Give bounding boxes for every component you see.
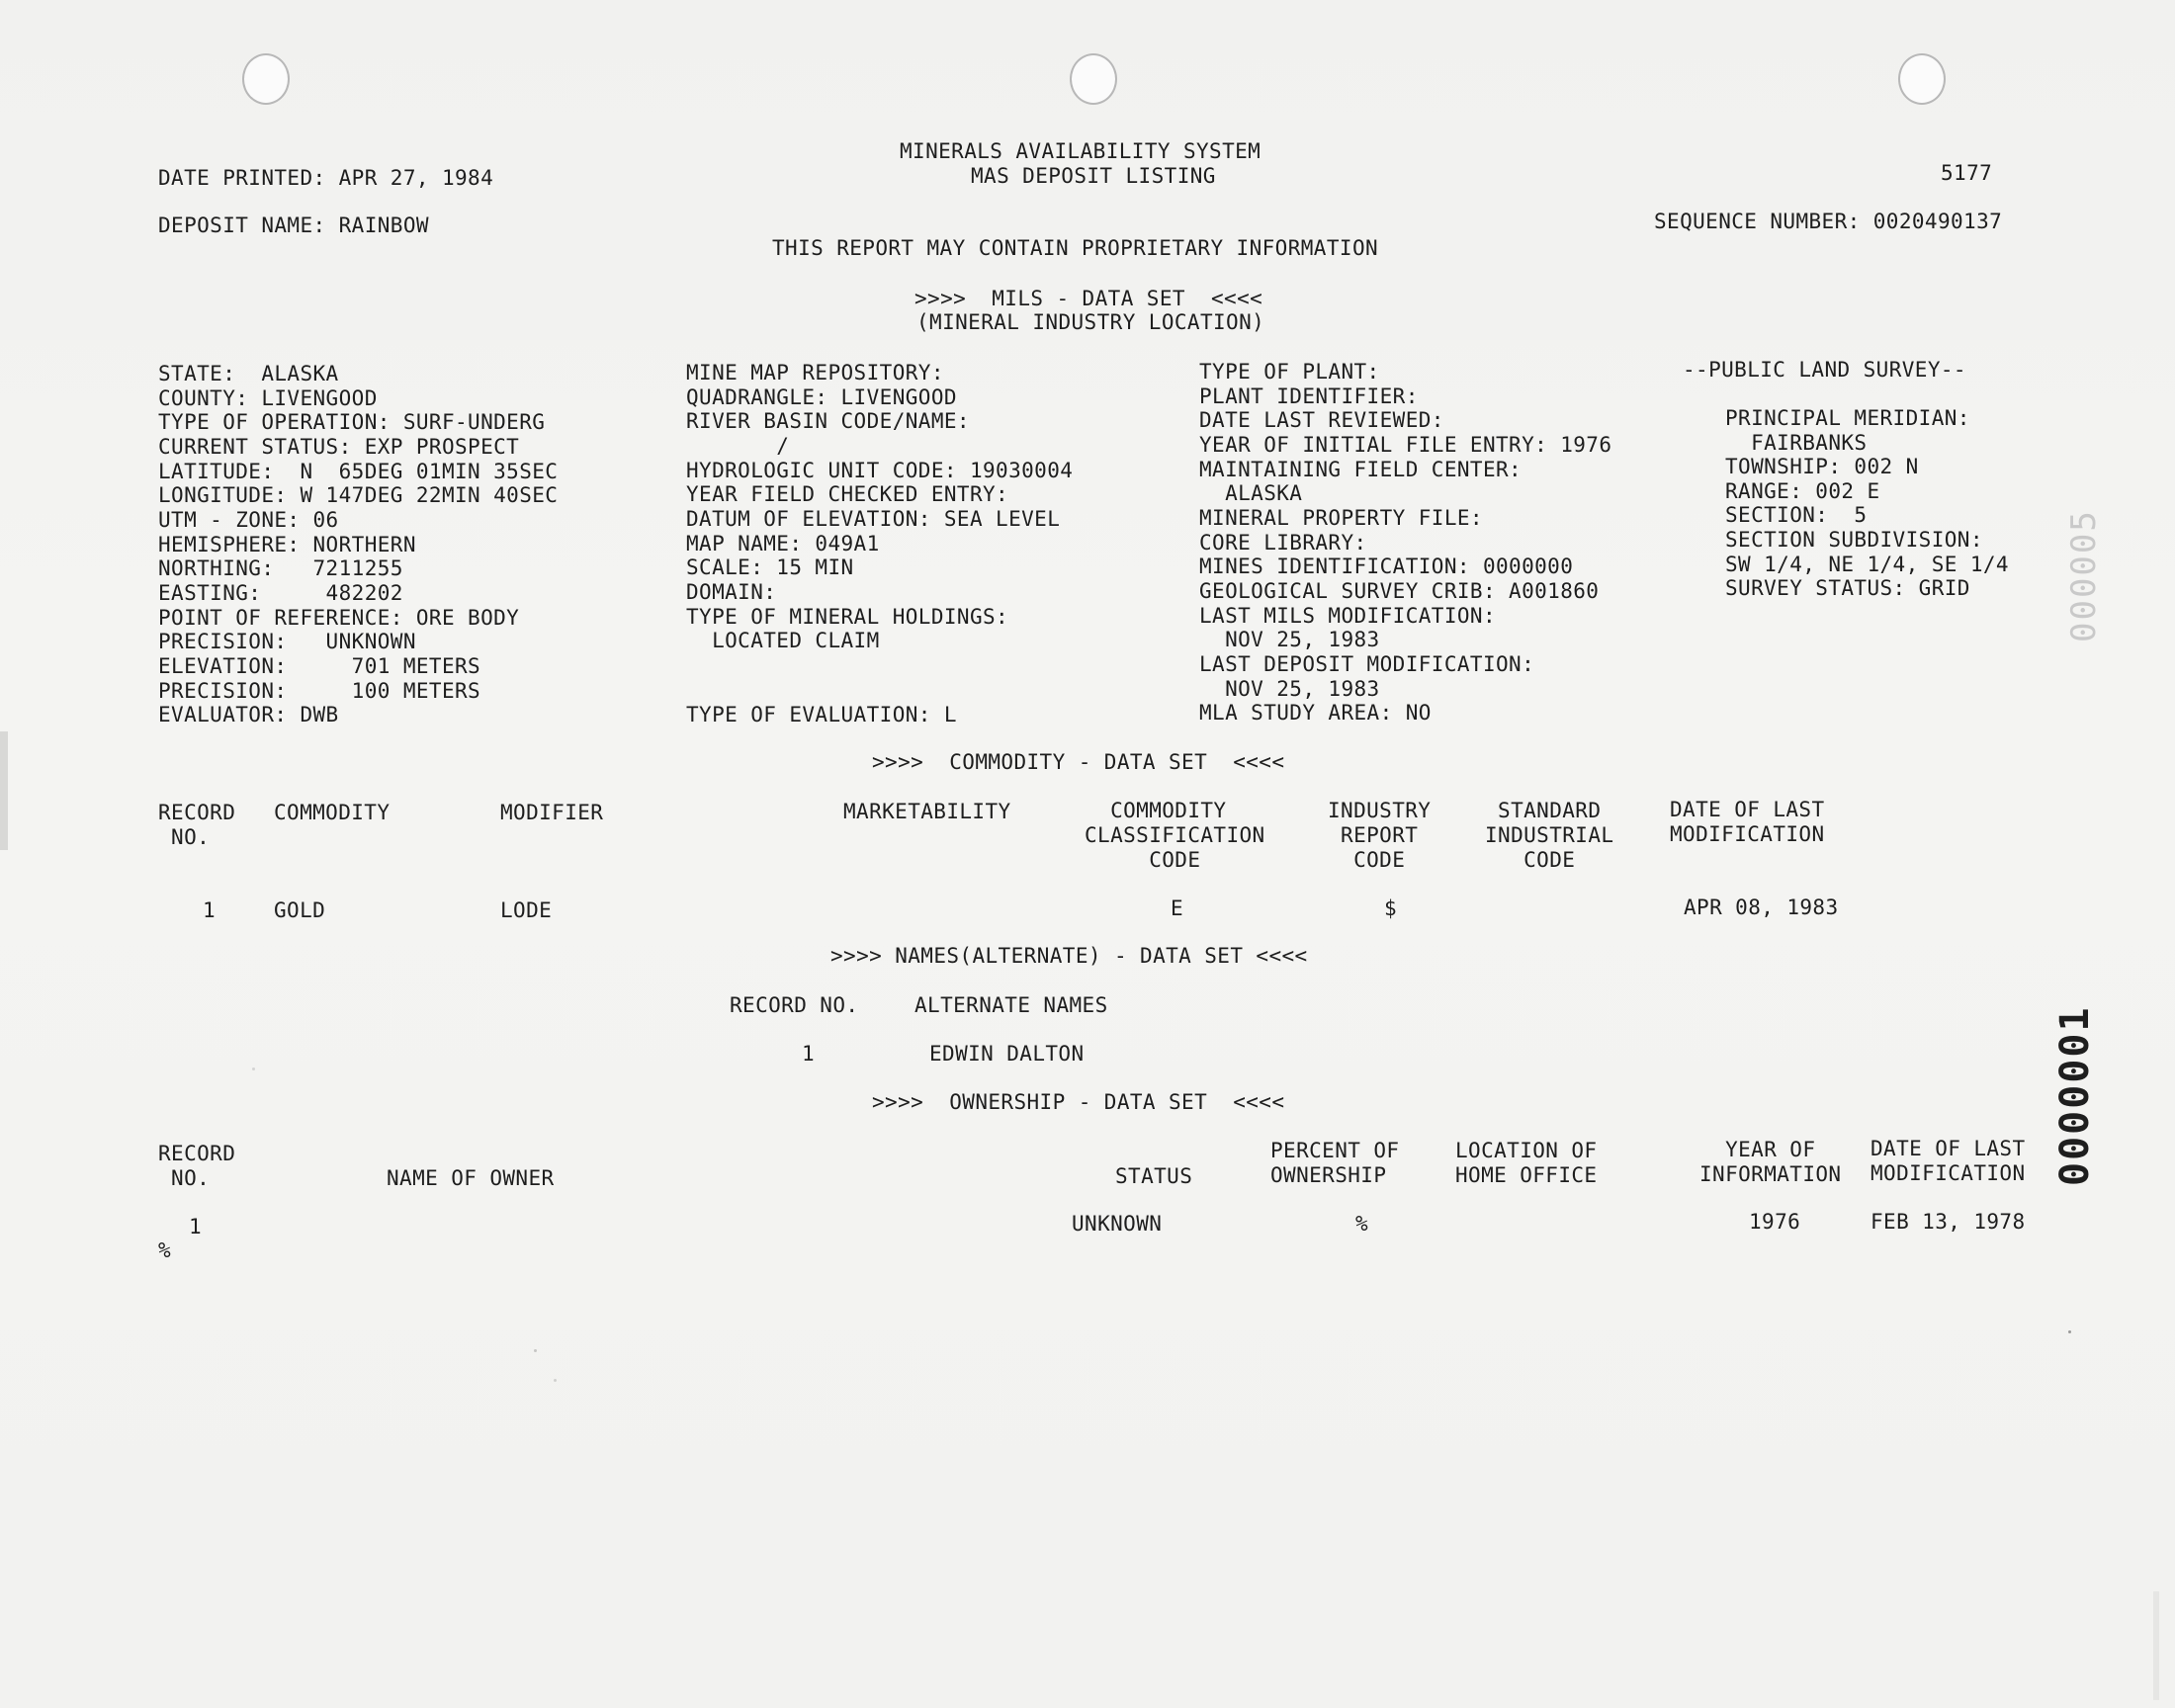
scan-edge-shadow [0, 731, 8, 850]
own-cell-status: UNKNOWN [1072, 1212, 1163, 1236]
mils-col1-line: NORTHING: 7211255 [158, 556, 403, 580]
mils-col3-line: NOV 25, 1983 [1199, 628, 1380, 651]
mils-col3-line: MINERAL PROPERTY FILE: [1199, 506, 1483, 530]
cell-industry: $ [1384, 897, 1398, 920]
mils-col1-line: LONGITUDE: W 147DEG 22MIN 40SEC [158, 483, 559, 507]
mils-col3-line: YEAR OF INITIAL FILE ENTRY: 1976 [1199, 433, 1612, 457]
own-col-location: HOME OFFICE [1455, 1163, 1598, 1187]
col-date: MODIFICATION [1670, 822, 1825, 846]
own-col-record-no: NO. [158, 1166, 211, 1190]
faint-stamp-number: 000005 [2064, 509, 2104, 642]
punch-hole-right [1898, 53, 1946, 105]
mils-col1-line: POINT OF REFERENCE: ORE BODY [158, 606, 520, 630]
mils-col3-line: MINES IDENTIFICATION: 0000000 [1199, 555, 1574, 578]
mils-col3-line: GEOLOGICAL SURVEY CRIB: A001860 [1199, 579, 1600, 603]
deposit-name: DEPOSIT NAME: RAINBOW [158, 214, 429, 237]
scan-speck [554, 1379, 557, 1382]
col-classification: CLASSIFICATION [1085, 823, 1265, 847]
plss-heading: --PUBLIC LAND SURVEY-- [1683, 358, 1966, 382]
col-record: RECORD [158, 801, 236, 824]
col-industry: REPORT [1328, 823, 1419, 847]
mils-col2-line: DATUM OF ELEVATION: SEA LEVEL [686, 507, 1061, 531]
cell-date: APR 08, 1983 [1684, 896, 1839, 919]
mils-col1-line: PRECISION: UNKNOWN [158, 630, 416, 653]
col-commodity: COMMODITY [274, 801, 391, 824]
mils-col1-line: EASTING: 482202 [158, 581, 403, 605]
cell-record: 1 [203, 898, 217, 922]
col-industry: CODE [1328, 848, 1406, 872]
cell-classification: E [1171, 897, 1184, 920]
col-date: DATE OF LAST [1670, 798, 1825, 821]
punch-hole-left [242, 53, 290, 105]
scan-edge-right [2153, 1591, 2159, 1700]
own-col-date: DATE OF LAST [1870, 1137, 2026, 1160]
scan-speck [252, 1068, 255, 1070]
plss-line: RANGE: 002 E [1725, 479, 1880, 503]
scan-speck [2068, 1330, 2071, 1333]
mils-col2-line: SCALE: 15 MIN [686, 555, 854, 579]
mils-col1-line: CURRENT STATUS: EXP PROSPECT [158, 435, 520, 459]
col-industry: INDUSTRY [1328, 799, 1432, 822]
mils-subheading: (MINERAL INDUSTRY LOCATION) [916, 310, 1265, 334]
own-col-status: STATUS [1115, 1164, 1193, 1188]
faint-bates-stamp [2064, 445, 2104, 642]
plss-line: SW 1/4, NE 1/4, SE 1/4 [1725, 553, 2009, 576]
mils-col1-line: EVALUATOR: DWB [158, 703, 339, 726]
mils-col3-line: MLA STUDY AREA: NO [1199, 701, 1432, 725]
mils-col1-line: COUNTY: LIVENGOOD [158, 386, 378, 410]
page-number: 5177 [1941, 161, 1993, 185]
own-cell-record: 1 [189, 1215, 203, 1238]
own-col-percent: PERCENT OF [1270, 1139, 1400, 1162]
own-col-record: RECORD [158, 1142, 236, 1165]
bates-stamp-number: 0000001 [2052, 1005, 2098, 1186]
mils-heading: >>>> MILS - DATA SET <<<< [914, 287, 1263, 310]
own-col-year: YEAR OF [1699, 1138, 1816, 1161]
commodity-heading: >>>> COMMODITY - DATA SET <<<< [872, 750, 1285, 774]
mils-col2-line: YEAR FIELD CHECKED ENTRY: [686, 482, 1009, 506]
plss-line: SURVEY STATUS: GRID [1725, 576, 1970, 600]
col-standard: INDUSTRIAL [1485, 823, 1614, 847]
bates-stamp [2052, 1005, 2098, 1236]
own-col-owner: NAME OF OWNER [387, 1166, 555, 1190]
own-cell-percent: % [1355, 1212, 1369, 1236]
mils-col2-line: HYDROLOGIC UNIT CODE: 19030004 [686, 459, 1074, 482]
mils-col2-line: RIVER BASIN CODE/NAME: [686, 409, 970, 433]
col-classification: CODE [1085, 848, 1201, 872]
mils-col2-line: TYPE OF MINERAL HOLDINGS: [686, 605, 1009, 629]
names-col-record: RECORD NO. [730, 993, 859, 1017]
mils-col1-line: STATE: ALASKA [158, 362, 339, 385]
mils-col1-line: ELEVATION: 701 METERS [158, 654, 481, 678]
plss-line: FAIRBANKS [1725, 431, 1868, 455]
mils-col2-line: MAP NAME: 049A1 [686, 532, 880, 555]
mils-col2-line: QUADRANGLE: LIVENGOOD [686, 385, 957, 409]
cell-commodity: GOLD [274, 898, 326, 922]
mils-col2-line: / [686, 434, 790, 458]
sequence-number: SEQUENCE NUMBER: 0020490137 [1654, 210, 2003, 233]
mils-col1-line: TYPE OF OPERATION: SURF-UNDERG [158, 410, 546, 434]
own-cell-year: 1976 [1749, 1210, 1801, 1234]
listing-title: MAS DEPOSIT LISTING [971, 164, 1216, 188]
names-cell-record: 1 [802, 1042, 816, 1066]
ownership-heading: >>>> OWNERSHIP - DATA SET <<<< [872, 1090, 1285, 1114]
mils-col3-line: ALASKA [1199, 481, 1303, 505]
col-record-no: NO. [158, 825, 211, 849]
cell-modifier: LODE [500, 898, 553, 922]
plss-line: PRINCIPAL MERIDIAN: [1725, 406, 1970, 430]
col-standard: CODE [1485, 848, 1576, 872]
col-classification: COMMODITY [1085, 799, 1227, 822]
col-modifier: MODIFIER [500, 801, 604, 824]
mils-col1-line: LATITUDE: N 65DEG 01MIN 35SEC [158, 460, 559, 483]
own-col-location: LOCATION OF [1455, 1139, 1598, 1162]
plss-line: TOWNSHIP: 002 N [1725, 455, 1919, 478]
col-standard: STANDARD [1485, 799, 1602, 822]
mils-col3-line: PLANT IDENTIFIER: [1199, 384, 1419, 408]
mils-col3-line: LAST DEPOSIT MODIFICATION: [1199, 652, 1535, 676]
mils-col3-line: MAINTAINING FIELD CENTER: [1199, 458, 1522, 481]
mils-col3-line: NOV 25, 1983 [1199, 677, 1380, 701]
mils-col3-line: TYPE OF PLANT: [1199, 360, 1380, 384]
mils-col3-line: CORE LIBRARY: [1199, 531, 1367, 555]
mils-col2-line: LOCATED CLAIM [686, 629, 880, 652]
col-marketability: MARKETABILITY [843, 800, 1011, 823]
mils-col2-line: DOMAIN: [686, 580, 777, 604]
names-col-alternate: ALTERNATE NAMES [914, 993, 1108, 1017]
mils-col3-line: LAST MILS MODIFICATION: [1199, 604, 1496, 628]
names-cell-name: EDWIN DALTON [929, 1042, 1085, 1066]
own-col-percent: OWNERSHIP [1270, 1163, 1387, 1187]
punch-hole-center [1070, 53, 1117, 105]
names-heading: >>>> NAMES(ALTERNATE) - DATA SET <<<< [830, 944, 1308, 968]
proprietary-notice: THIS REPORT MAY CONTAIN PROPRIETARY INFORMATION [772, 236, 1379, 260]
date-printed: DATE PRINTED: APR 27, 1984 [158, 166, 494, 190]
system-title: MINERALS AVAILABILITY SYSTEM [900, 139, 1262, 163]
scan-speck [534, 1349, 537, 1352]
plss-line: SECTION: 5 [1725, 503, 1868, 527]
mils-col1-line: HEMISPHERE: NORTHERN [158, 533, 416, 556]
own-col-date: MODIFICATION [1870, 1161, 2026, 1185]
own-col-year: INFORMATION [1699, 1162, 1842, 1186]
mils-col2-line: MINE MAP REPOSITORY: [686, 361, 944, 384]
mils-col3-line: DATE LAST REVIEWED: [1199, 408, 1444, 432]
trailing-percent-mark: % [158, 1238, 172, 1262]
own-cell-date: FEB 13, 1978 [1870, 1210, 2026, 1234]
mils-col2-line: TYPE OF EVALUATION: L [686, 703, 957, 726]
mils-col1-line: UTM - ZONE: 06 [158, 508, 339, 532]
plss-line: SECTION SUBDIVISION: [1725, 528, 1983, 552]
mils-col1-line: PRECISION: 100 METERS [158, 679, 481, 703]
